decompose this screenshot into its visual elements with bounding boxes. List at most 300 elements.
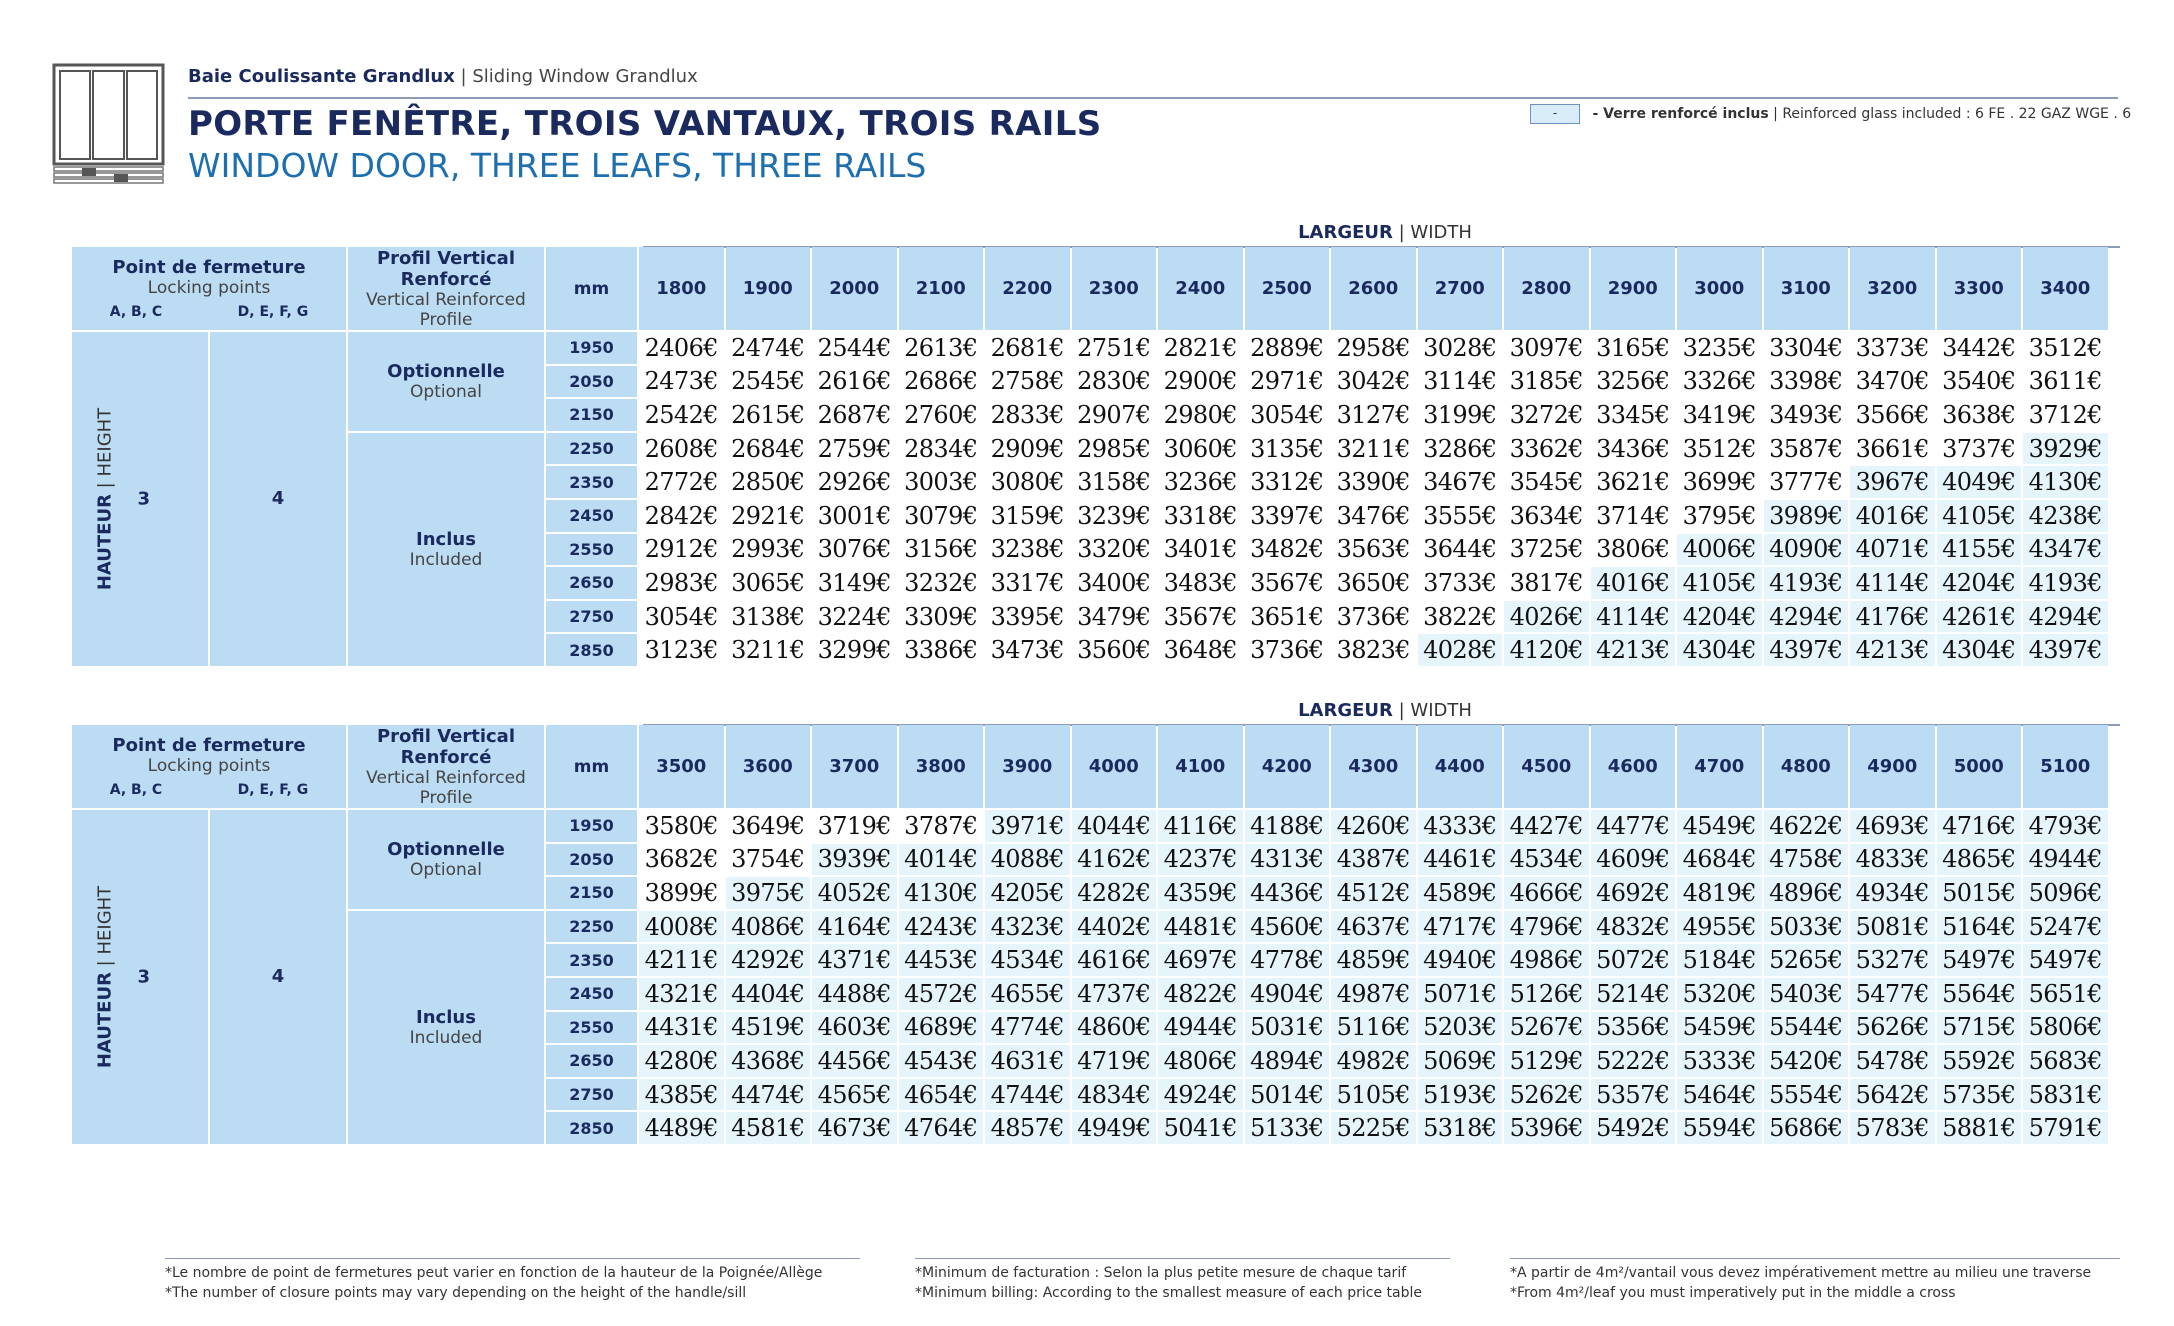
price-cell: 3712€ [2023,399,2108,431]
price-cell: 2474€ [726,332,811,364]
price-cell: 3286€ [1418,433,1503,465]
profile-label-en: Vertical Reinforced Profile [366,767,526,808]
included-profile-cell [348,433,544,666]
price-cell: 5791€ [2023,1112,2108,1144]
price-cell: 2687€ [812,399,897,431]
price-cell: 3975€ [726,877,811,909]
price-cell: 4238€ [2023,500,2108,532]
price-cell: 4758€ [1764,844,1849,876]
price-cell: 3097€ [1504,332,1589,364]
optional-label-en: Optional [410,381,482,402]
included-label-en: Included [409,549,483,570]
price-cell: 5069€ [1418,1045,1503,1077]
price-cell: 5129€ [1504,1045,1589,1077]
price-cell: 3611€ [2023,366,2108,398]
price-cell: 4940€ [1418,944,1503,976]
price-cell: 3479€ [1072,601,1157,633]
footnote-3-fr: *A partir de 4m²/vantail vous devez impérativement mettre au milieu une traverse [1510,1265,2092,1281]
locking-abc-value: 3 [137,966,151,988]
price-cell: 3239€ [1072,500,1157,532]
price-cell: 2544€ [812,332,897,364]
price-cell: 4049€ [1937,466,2022,498]
price-cell: 4205€ [985,877,1070,909]
price-cell: 3971€ [985,810,1070,842]
price-cell: 3540€ [1937,366,2022,398]
price-cell: 4114€ [1850,567,1935,599]
profile-label-fr: Profil Vertical Renforcé [376,247,515,290]
height-value: 2350 [546,466,637,498]
price-cell: 3419€ [1677,399,1762,431]
height-value: 2050 [546,844,637,876]
price-cell: 3736€ [1245,634,1330,666]
price-cell: 4213€ [1591,634,1676,666]
optional-profile-cell [348,810,544,909]
price-cell: 3127€ [1331,399,1416,431]
width-column-header: 3500 [639,725,724,808]
price-cell: 2821€ [1158,332,1243,364]
price-cell: 4359€ [1158,877,1243,909]
locking-defg-value: 4 [210,810,346,1144]
locking-subcols [72,304,346,320]
height-separator: | [94,960,116,967]
price-cell: 4806€ [1158,1045,1243,1077]
price-cell: 5544€ [1764,1012,1849,1044]
price-cell: 3777€ [1764,466,1849,498]
price-cell: 4114€ [1591,601,1676,633]
price-cell: 4666€ [1504,877,1589,909]
width-column-header: 2000 [812,247,897,330]
page-title-en: WINDOW DOOR, THREE LEAFS, THREE RAILS [188,146,927,185]
table-row [72,911,2108,943]
price-cell: 3001€ [812,500,897,532]
price-cell: 3754€ [726,844,811,876]
price-cell: 4176€ [1850,601,1935,633]
price-cell: 3651€ [1245,601,1330,633]
price-cell: 3483€ [1158,567,1243,599]
price-cell: 3236€ [1158,466,1243,498]
price-cell: 4243€ [899,911,984,943]
height-value: 2350 [546,944,637,976]
price-cell: 5014€ [1245,1079,1330,1111]
price-cell: 4924€ [1158,1079,1243,1111]
price-cell: 2830€ [1072,366,1157,398]
price-cell: 4860€ [1072,1012,1157,1044]
price-cell: 4304€ [1937,634,2022,666]
brand-name: Baie Coulissante Grandlux [188,66,455,87]
price-cell: 4193€ [2023,567,2108,599]
price-cell: 3317€ [985,567,1070,599]
price-cell: 3028€ [1418,332,1503,364]
locking-subcols [72,782,346,798]
included-label-fr: Inclus [416,1006,476,1028]
price-cell: 5267€ [1504,1012,1589,1044]
width-column-header: 2400 [1158,247,1243,330]
price-cell: 3473€ [985,634,1070,666]
col-defg-label: D, E, F, G [237,782,309,798]
price-cell: 5214€ [1591,978,1676,1010]
price-cell: 2980€ [1158,399,1243,431]
mm-header: mm [546,247,637,330]
price-cell: 4572€ [899,978,984,1010]
price-cell: 4427€ [1504,810,1589,842]
price-cell: 3650€ [1331,567,1416,599]
width-column-header: 5100 [2023,725,2108,808]
page-title-fr: PORTE FENÊTRE, TROIS VANTAUX, TROIS RAILS [188,104,1102,144]
width-column-header: 3600 [726,725,811,808]
price-cell: 3661€ [1850,433,1935,465]
price-cell: 3736€ [1331,601,1416,633]
price-cell: 4052€ [812,877,897,909]
price-cell: 3476€ [1331,500,1416,532]
price-table-1 [70,245,2110,668]
price-cell: 4105€ [1937,500,2022,532]
price-cell: 5072€ [1591,944,1676,976]
price-cell: 3634€ [1504,500,1589,532]
price-cell: 2900€ [1158,366,1243,398]
price-cell: 4987€ [1331,978,1416,1010]
price-cell: 5184€ [1677,944,1762,976]
width-column-header: 5000 [1937,725,2022,808]
price-cell: 3211€ [726,634,811,666]
price-cell: 3401€ [1158,534,1243,566]
price-cell: 3398€ [1764,366,1849,398]
price-cell: 5096€ [2023,877,2108,909]
height-value: 2050 [546,366,637,398]
price-cell: 3076€ [812,534,897,566]
price-cell: 2473€ [639,366,724,398]
height-value: 2750 [546,1079,637,1111]
footnote-1 [165,1258,860,1303]
legend-text-fr: - Verre renforcé inclus [1592,106,1769,122]
price-cell: 3545€ [1504,466,1589,498]
price-cell: 4982€ [1331,1045,1416,1077]
price-cell: 5247€ [2023,911,2108,943]
price-cell: 2958€ [1331,332,1416,364]
price-cell: 4071€ [1850,534,1935,566]
height-value: 2650 [546,1045,637,1077]
legend-swatch: - [1530,104,1580,124]
price-cell: 4609€ [1591,844,1676,876]
price-cell: 3224€ [812,601,897,633]
price-cell: 5881€ [1937,1112,2022,1144]
price-cell: 5403€ [1764,978,1849,1010]
price-cell: 4603€ [812,1012,897,1044]
price-cell: 2921€ [726,500,811,532]
price-cell: 4237€ [1158,844,1243,876]
profile-header [348,725,544,808]
price-cell: 3567€ [1245,567,1330,599]
price-cell: 5477€ [1850,978,1935,1010]
width-column-header: 3900 [985,725,1070,808]
price-cell: 5715€ [1937,1012,2022,1044]
width-column-header: 2700 [1418,247,1503,330]
height-value: 2850 [546,1112,637,1144]
price-cell: 4477€ [1591,810,1676,842]
price-cell: 5420€ [1764,1045,1849,1077]
price-cell: 3397€ [1245,500,1330,532]
footnote-divider [165,1258,860,1259]
price-cell: 4489€ [639,1112,724,1144]
price-cell: 4949€ [1072,1112,1157,1144]
price-cell: 3199€ [1418,399,1503,431]
price-cell: 3822€ [1418,601,1503,633]
height-value: 2450 [546,978,637,1010]
price-cell: 3555€ [1418,500,1503,532]
price-cell: 4453€ [899,944,984,976]
locking-abc-value: 3 [137,488,151,510]
price-cell: 4211€ [639,944,724,976]
height-value: 2450 [546,500,637,532]
price-cell: 4193€ [1764,567,1849,599]
price-cell: 2912€ [639,534,724,566]
price-cell: 3682€ [639,844,724,876]
price-cell: 4404€ [726,978,811,1010]
width-column-header: 4800 [1764,725,1849,808]
locking-points-label-fr: Point de fermeture [112,735,306,756]
price-cell: 2542€ [639,399,724,431]
price-cell: 2406€ [639,332,724,364]
price-cell: 4778€ [1245,944,1330,976]
height-value: 2850 [546,634,637,666]
price-cell: 4204€ [1677,601,1762,633]
price-cell: 3699€ [1677,466,1762,498]
price-cell: 5357€ [1591,1079,1676,1111]
price-cell: 4088€ [985,844,1070,876]
price-cell: 3587€ [1764,433,1849,465]
price-cell: 4436€ [1245,877,1330,909]
profile-label-en: Vertical Reinforced Profile [366,289,526,330]
price-cell: 4684€ [1677,844,1762,876]
price-cell: 5492€ [1591,1112,1676,1144]
price-cell: 3733€ [1418,567,1503,599]
price-cell: 3386€ [899,634,984,666]
footnote-divider [1510,1258,2120,1259]
height-value: 2650 [546,567,637,599]
price-cell: 5554€ [1764,1079,1849,1111]
width-column-header: 1800 [639,247,724,330]
largeur-text: LARGEUR [1298,222,1393,243]
price-cell: 5225€ [1331,1112,1416,1144]
price-cell: 5478€ [1850,1045,1935,1077]
price-cell: 3060€ [1158,433,1243,465]
price-cell: 3272€ [1504,399,1589,431]
width-text: WIDTH [1410,222,1472,243]
price-cell: 3211€ [1331,433,1416,465]
price-cell: 4655€ [985,978,1070,1010]
width-column-header: 1900 [726,247,811,330]
price-cell: 3299€ [812,634,897,666]
price-cell: 5464€ [1677,1079,1762,1111]
price-cell: 3345€ [1591,399,1676,431]
footnote-2 [915,1258,1450,1303]
optional-label-fr: Optionnelle [387,360,505,382]
price-cell: 4120€ [1504,634,1589,666]
price-cell: 2889€ [1245,332,1330,364]
price-cell: 4581€ [726,1112,811,1144]
table-row [72,810,2108,842]
price-cell: 4280€ [639,1045,724,1077]
price-cell: 4016€ [1850,500,1935,532]
width-column-header: 4300 [1331,725,1416,808]
profile-header [348,247,544,330]
price-cell: 3470€ [1850,366,1935,398]
price-cell: 4086€ [726,911,811,943]
price-cell: 3787€ [899,810,984,842]
price-cell: 5683€ [2023,1045,2108,1077]
price-cell: 3114€ [1418,366,1503,398]
price-cell: 5651€ [2023,978,2108,1010]
price-cell: 3256€ [1591,366,1676,398]
brand-subtitle: Sliding Window Grandlux [472,66,698,87]
brand-separator: | [460,66,467,87]
window-door-icon [52,63,165,186]
price-cell: 3390€ [1331,466,1416,498]
price-cell: 4534€ [985,944,1070,976]
optional-label-fr: Optionnelle [387,838,505,860]
width-column-header: 3400 [2023,247,2108,330]
width-column-header: 2600 [1331,247,1416,330]
price-cell: 2608€ [639,433,724,465]
price-cell: 4673€ [812,1112,897,1144]
price-cell: 3079€ [899,500,984,532]
price-cell: 5105€ [1331,1079,1416,1111]
footnote-3 [1510,1258,2120,1303]
price-cell: 2545€ [726,366,811,398]
price-cell: 4130€ [899,877,984,909]
price-cell: 4044€ [1072,810,1157,842]
price-cell: 3899€ [639,877,724,909]
height-value: 1950 [546,810,637,842]
width-column-header: 2200 [985,247,1070,330]
price-cell: 4347€ [2023,534,2108,566]
price-cell: 4637€ [1331,911,1416,943]
profile-label-fr: Profil Vertical Renforcé [376,725,515,768]
price-cell: 3567€ [1158,601,1243,633]
price-cell: 3482€ [1245,534,1330,566]
price-cell: 2993€ [726,534,811,566]
price-cell: 4371€ [812,944,897,976]
price-cell: 4819€ [1677,877,1762,909]
price-cell: 4014€ [899,844,984,876]
price-cell: 3318€ [1158,500,1243,532]
price-cell: 4294€ [2023,601,2108,633]
height-text: HEIGHT [94,885,116,955]
width-column-header: 3200 [1850,247,1935,330]
price-cell: 2907€ [1072,399,1157,431]
price-cell: 4474€ [726,1079,811,1111]
price-cell: 4737€ [1072,978,1157,1010]
price-cell: 4130€ [2023,466,2108,498]
table-row [72,433,2108,465]
price-cell: 4833€ [1850,844,1935,876]
price-cell: 2751€ [1072,332,1157,364]
price-cell: 4865€ [1937,844,2022,876]
price-cell: 4397€ [1764,634,1849,666]
price-cell: 3395€ [985,601,1070,633]
width-column-header: 3000 [1677,247,1762,330]
price-cell: 5327€ [1850,944,1935,976]
price-cell: 4090€ [1764,534,1849,566]
price-cell: 4006€ [1677,534,1762,566]
price-cell: 4859€ [1331,944,1416,976]
price-cell: 4689€ [899,1012,984,1044]
price-cell: 3823€ [1331,634,1416,666]
price-cell: 4155€ [1937,534,2022,566]
price-cell: 2772€ [639,466,724,498]
price-cell: 4321€ [639,978,724,1010]
price-cell: 4008€ [639,911,724,943]
price-cell: 5222€ [1591,1045,1676,1077]
width-column-header: 4900 [1850,725,1935,808]
height-text: HEIGHT [94,407,116,477]
price-cell: 4481€ [1158,911,1243,943]
legend-text-en: Reinforced glass included : 6 FE . 22 GAZ WGE . 6 [1782,106,2132,122]
price-cell: 3065€ [726,567,811,599]
mm-header: mm [546,725,637,808]
height-axis-cell [72,810,208,1144]
included-label-en: Included [409,1027,483,1048]
price-cell: 5126€ [1504,978,1589,1010]
locking-points-label-en: Locking points [147,278,271,298]
locking-points-label-fr: Point de fermeture [112,257,306,278]
width-column-header: 4200 [1245,725,1330,808]
price-cell: 3156€ [899,534,984,566]
footnote-divider [915,1258,1450,1259]
height-value: 2750 [546,601,637,633]
price-cell: 5203€ [1418,1012,1503,1044]
price-cell: 3725€ [1504,534,1589,566]
footnote-2-fr: *Minimum de facturation : Selon la plus petite mesure de chaque tarif [915,1265,1407,1281]
locking-points-header [72,247,346,330]
width-column-header: 2300 [1072,247,1157,330]
price-cell: 2983€ [639,567,724,599]
price-cell: 3621€ [1591,466,1676,498]
price-cell: 3638€ [1937,399,2022,431]
price-cell: 4560€ [1245,911,1330,943]
height-value: 2550 [546,1012,637,1044]
price-cell: 4261€ [1937,601,2022,633]
price-cell: 3042€ [1331,366,1416,398]
price-cell: 5262€ [1504,1079,1589,1111]
price-cell: 4654€ [899,1079,984,1111]
price-cell: 5592€ [1937,1045,2022,1077]
price-cell: 4549€ [1677,810,1762,842]
price-cell: 4955€ [1677,911,1762,943]
price-cell: 5333€ [1677,1045,1762,1077]
price-cell: 4904€ [1245,978,1330,1010]
price-cell: 3795€ [1677,500,1762,532]
price-cell: 5594€ [1677,1112,1762,1144]
price-cell: 4693€ [1850,810,1935,842]
price-cell: 3235€ [1677,332,1762,364]
width-column-header: 3100 [1764,247,1849,330]
price-cell: 2909€ [985,433,1070,465]
price-cell: 4028€ [1418,634,1503,666]
price-cell: 4519€ [726,1012,811,1044]
price-cell: 5116€ [1331,1012,1416,1044]
price-cell: 4397€ [2023,634,2108,666]
price-cell: 5320€ [1677,978,1762,1010]
price-cell: 2842€ [639,500,724,532]
price-cell: 4304€ [1677,634,1762,666]
price-cell: 3123€ [639,634,724,666]
width-label [70,222,2120,243]
height-value: 2250 [546,433,637,465]
price-cell: 4589€ [1418,877,1503,909]
price-cell: 5265€ [1764,944,1849,976]
included-label-fr: Inclus [416,528,476,550]
width-column-header: 4000 [1072,725,1157,808]
